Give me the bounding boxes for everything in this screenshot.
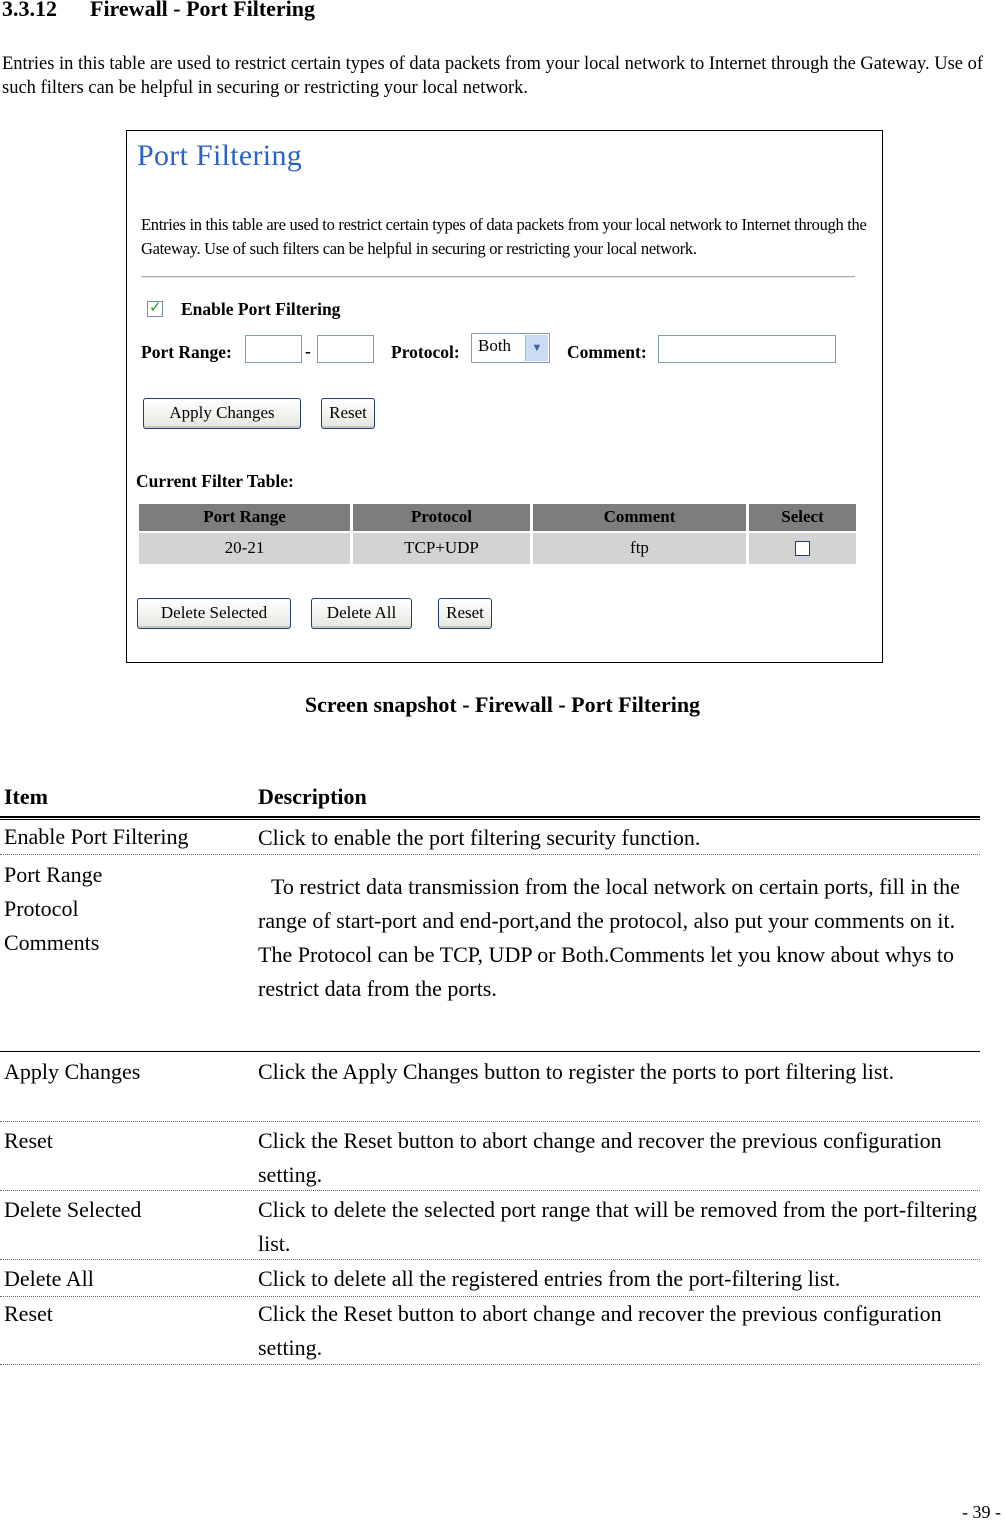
screenshot-frame (126, 130, 883, 663)
delete-selected-button[interactable]: Delete Selected (137, 598, 291, 629)
cell-select (749, 533, 856, 564)
row-item-protocol: Protocol (4, 896, 79, 921)
row-item: Reset (4, 1301, 53, 1326)
select-row-checkbox[interactable] (795, 541, 810, 556)
page-number: - 39 - (962, 1502, 1001, 1522)
row-description-para-1: To restrict data transmission from the local network on certain ports, fill in the range of start-port and end-port,and the protocol, also put your comments on it. (258, 874, 960, 933)
reset-button[interactable]: Reset (321, 398, 375, 429)
row-description: Click to enable the port filtering security function. (258, 825, 701, 850)
row-item-comments: Comments (4, 930, 100, 955)
row-divider (0, 854, 980, 855)
cell-comment: ftp (533, 533, 746, 564)
table-row (0, 1262, 980, 1296)
row-item: Reset (4, 1128, 53, 1153)
table-header-item: Item (4, 784, 48, 809)
cell-port-range: 20-21 (139, 533, 350, 564)
section-number: 3.3.12 (2, 0, 57, 21)
row-description: Click the Apply Changes button to register the ports to port filtering list. (258, 1059, 895, 1084)
port-range-dash: - (305, 341, 311, 361)
row-description: Click to delete the selected port range that will be removed from the port-filtering list. (258, 1197, 978, 1256)
comment-input[interactable] (658, 335, 836, 363)
enable-port-filtering-checkbox[interactable] (147, 301, 163, 317)
row-description-para-2: The Protocol can be TCP, UDP or Both.Comments let you know about whys to restrict data from the ports. (258, 942, 955, 1001)
row-item-port-range: Port Range (4, 862, 103, 887)
row-divider (0, 1259, 980, 1260)
apply-changes-button[interactable]: Apply Changes (143, 398, 301, 429)
col-header-protocol: Protocol (353, 504, 530, 531)
protocol-select[interactable] (471, 333, 550, 363)
protocol-selected-value: Both (478, 336, 512, 355)
chevron-down-icon: ▼ (525, 335, 548, 361)
delete-all-button[interactable]: Delete All (311, 598, 412, 629)
protocol-label: Protocol: (391, 342, 460, 362)
table-row (0, 820, 980, 855)
ui-divider (141, 276, 855, 278)
table-row (0, 1193, 980, 1260)
row-divider (0, 1190, 980, 1191)
row-divider (0, 1121, 980, 1122)
col-header-select: Select (749, 504, 856, 531)
table-row (0, 1297, 980, 1365)
section-title: Firewall - Port Filtering (90, 0, 316, 21)
ui-description: Entries in this table are used to restrict certain types of data packets from your local network to Internet through the Gateway. Use of such filters can be helpful in securing or restricting your local network. (141, 215, 867, 258)
port-start-input[interactable] (245, 335, 302, 363)
table-row (0, 1055, 980, 1122)
cell-protocol: TCP+UDP (353, 533, 530, 564)
table-row (0, 858, 980, 1052)
row-item: Apply Changes (4, 1059, 141, 1084)
row-description: Click to delete all the registered entries from the port-filtering list. (258, 1266, 841, 1291)
row-item: Enable Port Filtering (4, 824, 189, 849)
row-description: Click the Reset button to abort change and recover the previous configuration setting. (258, 1301, 942, 1360)
enable-port-filtering-label: Enable Port Filtering (181, 299, 341, 319)
comment-label: Comment: (567, 342, 647, 362)
current-filter-table-title: Current Filter Table: (136, 471, 294, 491)
row-item (4, 858, 102, 960)
row-item: Delete Selected (4, 1197, 142, 1222)
port-end-input[interactable] (317, 335, 374, 363)
row-divider (0, 1364, 980, 1365)
intro-paragraph: Entries in this table are used to restrict certain types of data packets from your local network to Internet through the Gateway. Use of such filters can be helpful in securing or restricting your local network. (2, 54, 984, 98)
row-divider (0, 1051, 980, 1052)
figure-caption: Screen snapshot - Firewall - Port Filtering (304, 692, 701, 717)
port-range-label: Port Range: (141, 342, 232, 362)
section-heading (2, 0, 315, 22)
reset-table-button[interactable]: Reset (438, 598, 492, 629)
col-header-port-range: Port Range (139, 504, 350, 531)
row-description: Click the Reset button to abort change and recover the previous configuration setting. (258, 1128, 942, 1187)
row-item: Delete All (4, 1266, 94, 1291)
row-description (258, 870, 978, 1006)
table-header-description: Description (258, 784, 367, 809)
ui-page-title: Port Filtering (137, 139, 303, 172)
col-header-comment: Comment (533, 504, 746, 531)
table-row (0, 1124, 980, 1191)
